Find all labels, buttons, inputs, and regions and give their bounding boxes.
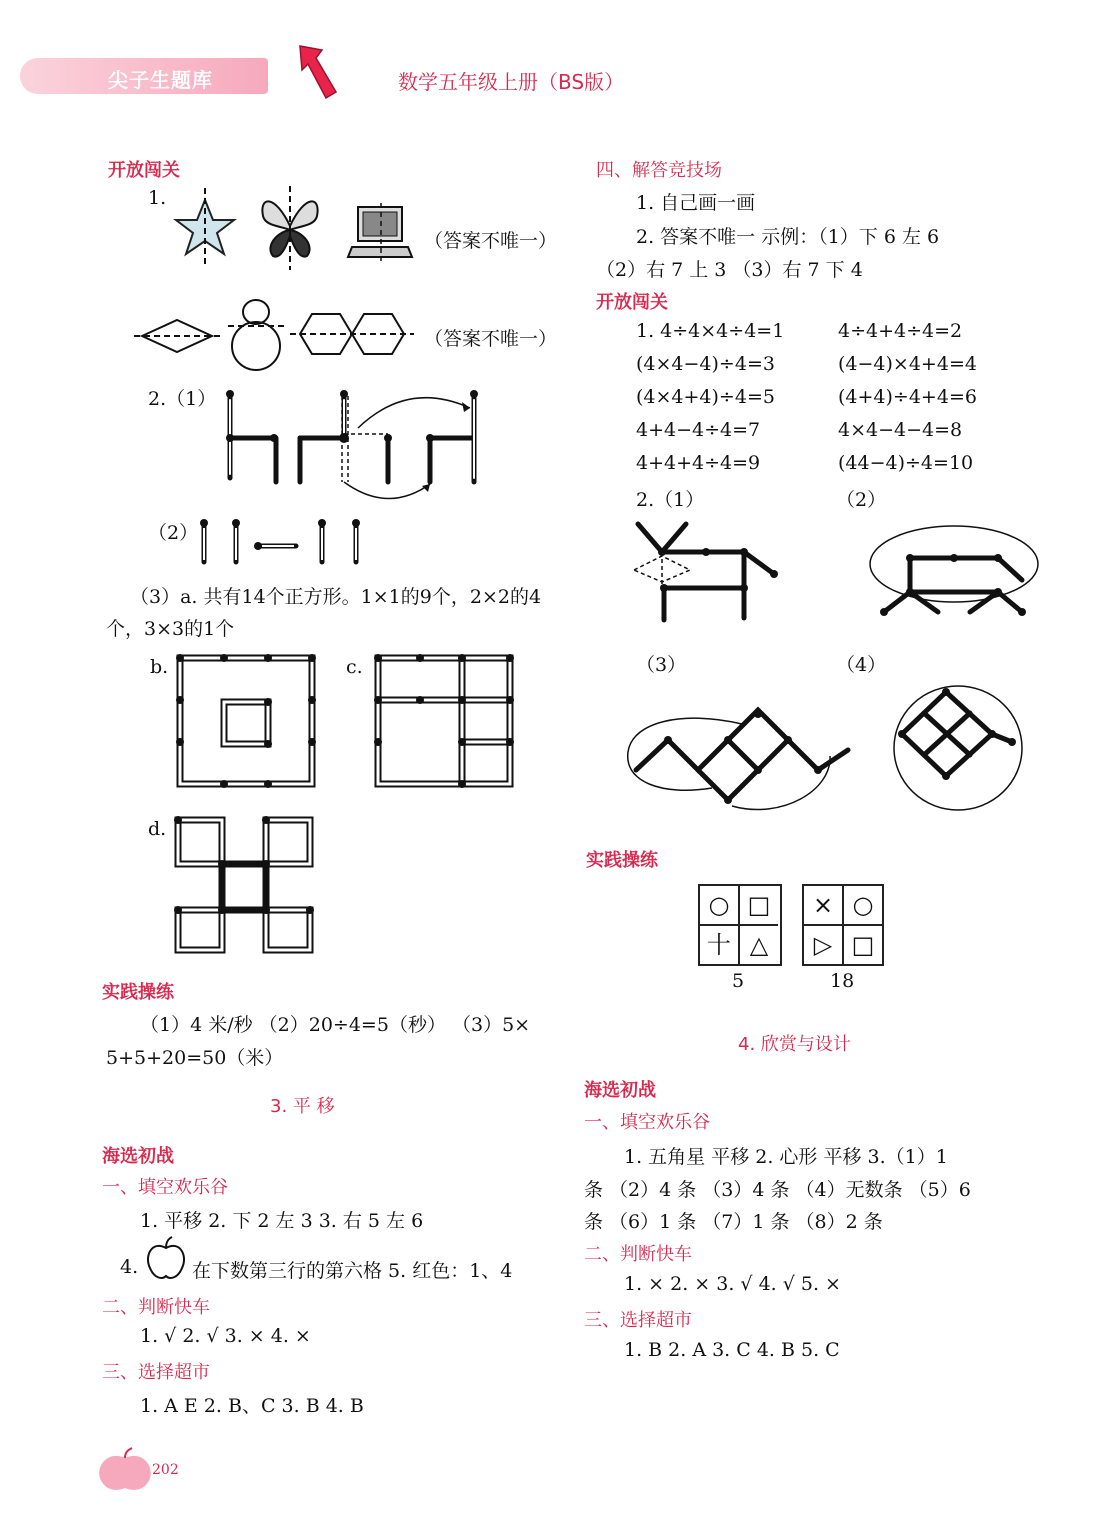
play-triangle-icon: ▷: [804, 926, 844, 964]
practice-heading-right: 实践操练: [586, 850, 658, 871]
unit-3-title: 3. 平 移: [270, 1096, 335, 1117]
eq-4b: 4×4−4−4=8: [838, 419, 963, 441]
eq-3b: (4+4)÷4+4=6: [838, 386, 977, 408]
label-d: d.: [148, 818, 167, 840]
triangle-icon: △: [749, 931, 769, 959]
eq-2a: (4×4−4)÷4=3: [636, 353, 775, 375]
choose-answers-left: 1. A E 2. B、C 3. B 4. B: [140, 1395, 364, 1417]
open-pass-heading-right: 开放闯关: [596, 292, 668, 313]
plus-icon: 十: [700, 926, 740, 964]
matchstick-3-label: （3）: [636, 654, 687, 676]
eq-4a: 4+4−4÷4=7: [636, 419, 761, 441]
page-header-title: 数学五年级上册（BS版）: [398, 70, 625, 94]
practice-line-1: （1）4 米/秒 （2）20÷4=5（秒） （3）5×: [140, 1014, 531, 1036]
matchstick-zigzag-figure: [622, 710, 858, 820]
apple-decoration-icon: [96, 1448, 154, 1494]
open-pass-heading: 开放闯关: [108, 160, 180, 181]
cross-icon: ×: [804, 886, 844, 926]
fill-right-2: 条 （2）4 条 （3）4 条 （4）无数条 （5）6: [584, 1179, 971, 1201]
choose-heading-right: 三、选择超市: [584, 1310, 692, 1331]
matchstick-2-label: （2）: [836, 489, 887, 511]
eq-3a: (4×4+4)÷4=5: [636, 386, 775, 408]
butterfly-figure: [255, 186, 325, 270]
fill-right-3: 条 （6）1 条 （7）1 条 （8）2 条: [584, 1211, 883, 1233]
symbol-grid-1: [698, 884, 782, 966]
haixuan-heading-left: 海选初战: [102, 1146, 174, 1167]
star-figure: [170, 188, 240, 268]
answer-3: （2）右 7 上 3 （3）右 7 下 4: [596, 259, 863, 281]
laptop-figure: [348, 203, 414, 263]
eq-5a: 4+4+4÷4=9: [636, 452, 761, 474]
note-not-unique-2: （答案不唯一）: [424, 328, 558, 350]
note-not-unique-1: （答案不唯一）: [424, 230, 558, 252]
brand-banner: [20, 58, 268, 94]
rhombus-figure: [134, 316, 220, 356]
judge-heading-right: 二、判断快车: [584, 1244, 692, 1265]
q2-3-text-a: （3）a. 共有14个正方形。1×1的9个，2×2的4: [130, 586, 542, 608]
matchstick-row-figure: [196, 518, 364, 568]
eq-5b: (44−4)÷4=10: [838, 452, 974, 474]
label-c: c.: [346, 656, 363, 678]
fill-answer-1: 1. 平移 2. 下 2 左 3 3. 右 5 左 6: [140, 1210, 424, 1232]
brand-text: 尖子生题库: [108, 68, 213, 92]
figure-eight: [228, 292, 284, 378]
figure-d-squares: [170, 814, 320, 956]
apple-icon: [144, 1236, 188, 1282]
judge-answers-right: 1. × 2. × 3. √ 4. √ 5. ×: [624, 1273, 841, 1295]
circle-icon: ○: [700, 886, 740, 926]
q2-1-label: 2.（1）: [148, 388, 217, 410]
hexagons-figure: [290, 306, 414, 362]
answer-arena-heading: 四、解答竞技场: [596, 160, 722, 181]
practice-heading: 实践操练: [102, 982, 174, 1003]
square-icon: □: [740, 886, 778, 926]
q2-2-label: （2）: [148, 522, 199, 544]
grid-1-count: 5: [732, 970, 745, 992]
matchstick-chairs-figure: [218, 388, 488, 500]
q2-3-text-b: 个，3×3的1个: [106, 618, 235, 640]
choose-heading-left: 三、选择超市: [102, 1362, 210, 1383]
eq-2b: (4−4)×4+4=4: [838, 353, 977, 375]
answer-2: 2. 答案不唯一 示例：（1）下 6 左 6: [636, 226, 940, 248]
fill-answer-2: 在下数第三行的第六格 5. 红色：1、4: [192, 1260, 513, 1282]
matchstick-1-label: 2.（1）: [636, 489, 705, 511]
fill-heading-left: 一、填空欢乐谷: [102, 1177, 228, 1198]
choose-answers-right: 1. B 2. A 3. C 4. B 5. C: [624, 1339, 840, 1361]
page-number: 202: [152, 1462, 179, 1478]
arrow-icon: [292, 42, 342, 102]
matchstick-animal-1: [628, 516, 784, 628]
label-b: b.: [150, 656, 169, 678]
fill-answer-2-num: 4.: [120, 1256, 139, 1278]
fill-right-1: 1. 五角星 平移 2. 心形 平移 3.（1）1: [624, 1146, 948, 1168]
haixuan-heading-right: 海选初战: [584, 1080, 656, 1101]
square-icon: □: [851, 931, 875, 959]
eq-1b: 4÷4+4÷4=2: [838, 320, 963, 342]
question-number: 1.: [148, 187, 167, 209]
answer-1: 1. 自己画一画: [636, 192, 756, 214]
figure-b-squares: [172, 652, 322, 790]
judge-answers-left: 1. √ 2. √ 3. × 4. ×: [140, 1325, 311, 1347]
grid-2-count: 18: [830, 970, 855, 992]
matchstick-4-label: （4）: [836, 654, 887, 676]
symbol-grid-2: [802, 884, 884, 966]
circle-icon: ○: [844, 886, 882, 926]
judge-heading-left: 二、判断快车: [102, 1297, 210, 1318]
eq-1a: 1. 4÷4×4÷4=1: [636, 320, 785, 342]
figure-c-squares: [370, 652, 518, 790]
fill-heading-right: 一、填空欢乐谷: [584, 1112, 710, 1133]
practice-line-2: 5+5+20=50（米）: [106, 1047, 284, 1069]
matchstick-diamond-figure: [888, 676, 1028, 816]
unit-4-title: 4. 欣赏与设计: [738, 1034, 851, 1055]
matchstick-animal-2: [862, 518, 1046, 624]
